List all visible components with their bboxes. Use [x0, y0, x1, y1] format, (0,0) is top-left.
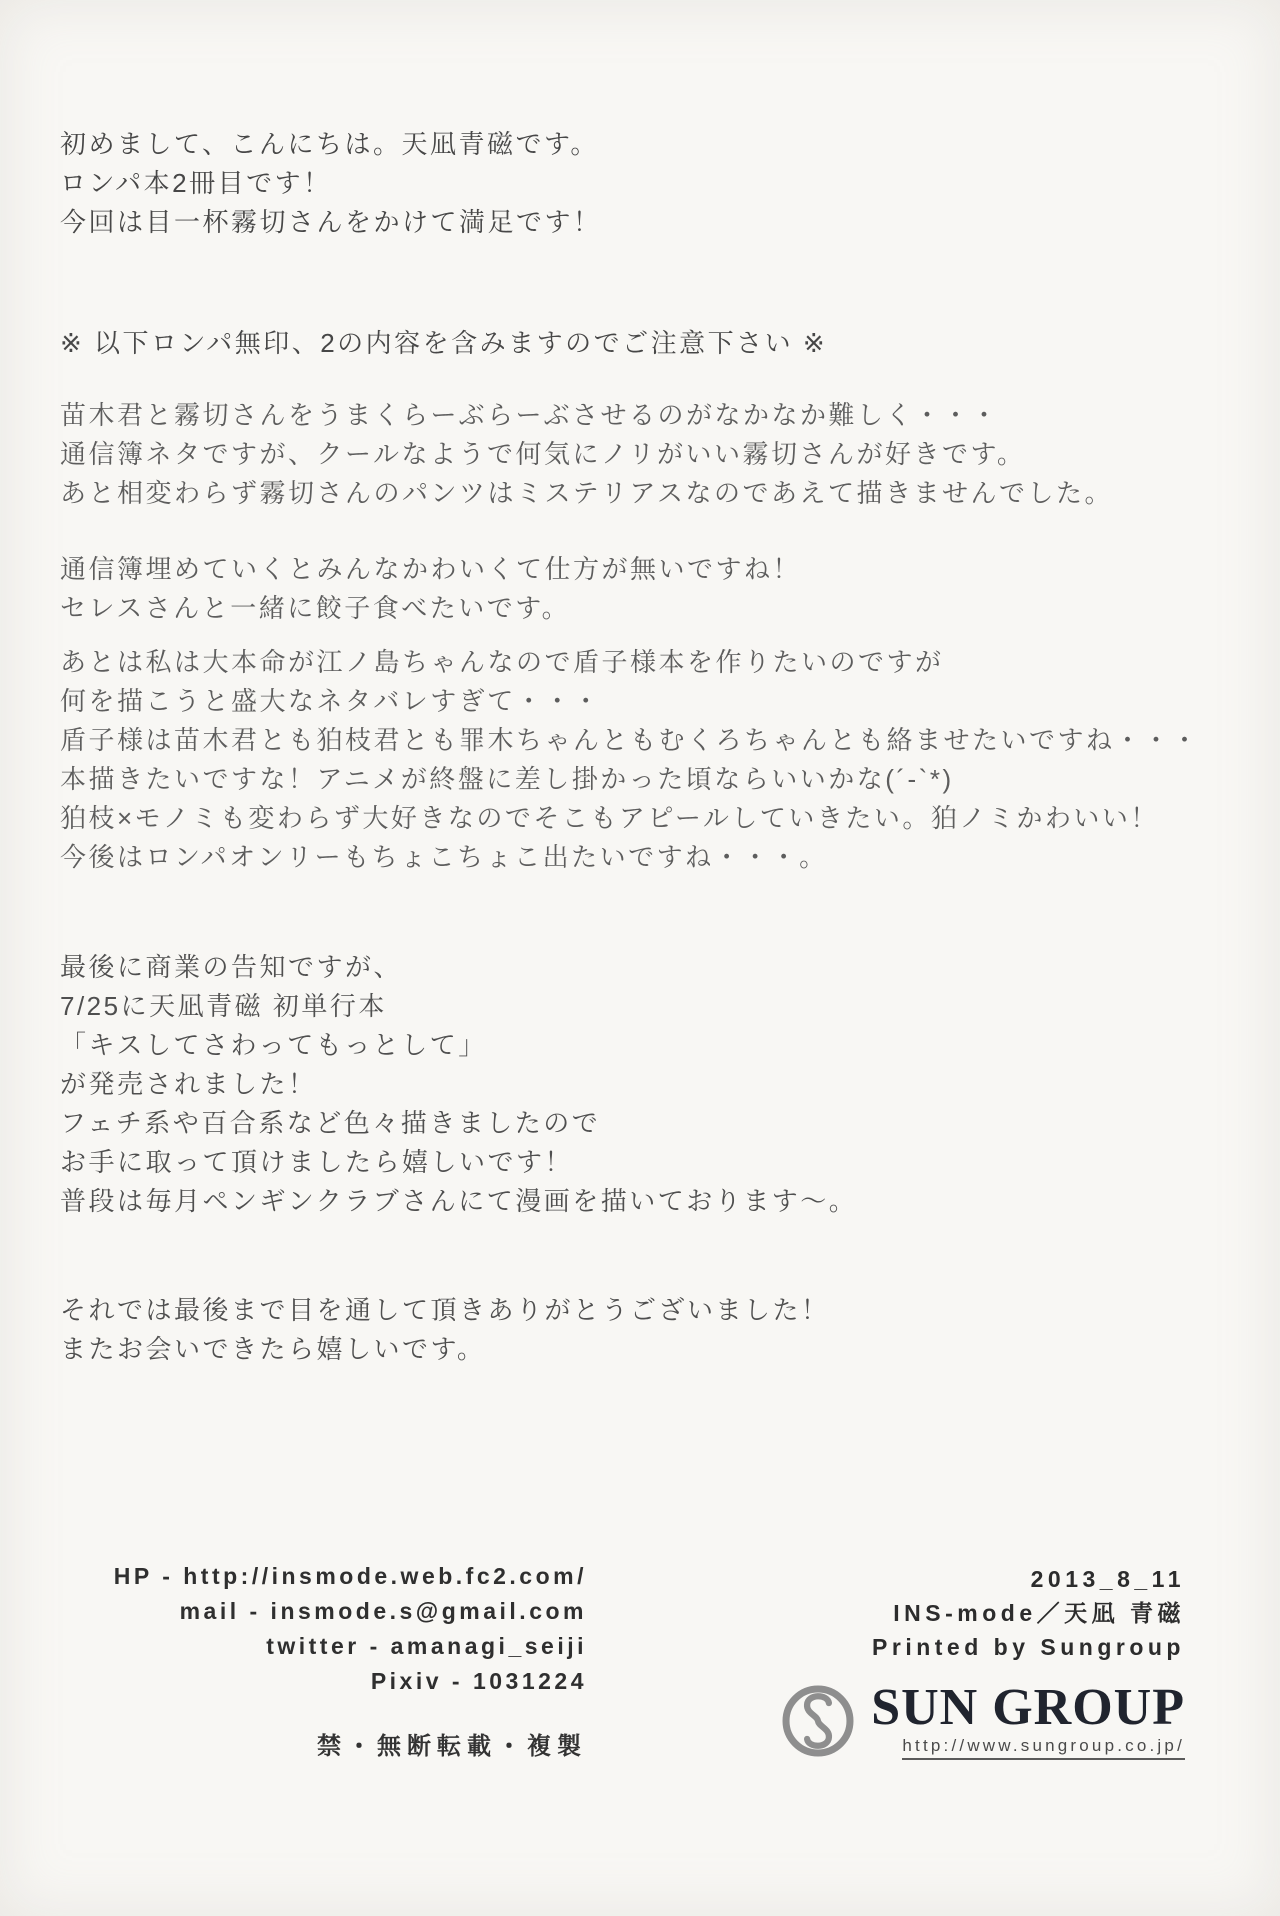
colophon-circle-author: INS-mode／天凪 青磁	[893, 1600, 1185, 1626]
text-line: 7/25に天凪青磁 初単行本	[60, 991, 387, 1021]
intro-paragraph	[60, 125, 602, 242]
text-line: 通信簿埋めていくとみんなかわいくて仕方が無いですね！	[60, 554, 802, 584]
colophon-printer: Printed by Sungroup	[872, 1634, 1185, 1660]
contact-line-pixiv: Pixiv - 1031224	[370, 1668, 587, 1694]
contact-block	[60, 1559, 587, 1699]
text-line: フェチ系や百合系など色々描きましたので	[60, 1108, 601, 1138]
text-line: それでは最後まで目を通して頂きありがとうございました！	[60, 1295, 830, 1325]
sungroup-url: http://www.sungroup.co.jp/	[902, 1736, 1185, 1760]
closing-paragraph	[60, 1291, 830, 1369]
text-line: ※ 以下ロンパ無印、2の内容を含みますのでご注意下さい ※	[60, 328, 828, 358]
contact-line-hp: HP - http://insmode.web.fc2.com/	[113, 1563, 587, 1589]
text-line: お手に取って頂けましたら嬉しいです！	[60, 1147, 574, 1177]
text-line: あと相変わらず霧切さんのパンツはミステリアスなのであえて描きませんでした。	[60, 478, 1113, 508]
sungroup-text	[871, 1679, 1185, 1760]
text-line: 本描きたいですな！アニメが終盤に差し掛かった頃ならいいかな(´-`*)	[60, 764, 954, 794]
text-line: 苗木君と霧切さんをうまくらーぶらーぶさせるのがなかなか難しく・・・	[60, 400, 1000, 430]
text-line: 今回は目一杯霧切さんをかけて満足です！	[60, 207, 602, 237]
text-line: 「キスしてさわってもっとして」	[60, 1030, 487, 1060]
text-line: またお会いできたら嬉しいです。	[60, 1334, 486, 1364]
report-card-paragraph	[60, 550, 801, 628]
text-line: 狛枝×モノミも変わらず大好きなのでそこもアピールしていきたい。狛ノミかわいい！	[60, 803, 1159, 833]
text-line: が発売されました！	[60, 1069, 317, 1099]
text-line: 普段は毎月ペンギンクラブさんにて漫画を描いております〜。	[60, 1186, 858, 1216]
text-line: あとは私は大本命が江ノ島ちゃんなので盾子様本を作りたいのですが	[60, 647, 944, 677]
sungroup-name: SUN GROUP	[871, 1679, 1185, 1736]
sungroup-s-circle-icon	[779, 1682, 857, 1760]
colophon-date: 2013_8_11	[1030, 1566, 1185, 1592]
text-line: 通信簿ネタですが、クールなようで何気にノリがいい霧切さんが好きです。	[60, 439, 1026, 469]
no-reproduction-notice: 禁・無断転載・複製	[317, 1733, 587, 1760]
spoiler-notice	[60, 324, 827, 363]
enoshima-paragraph	[60, 643, 1200, 877]
text-line: 最後に商業の告知ですが、	[60, 952, 403, 982]
sungroup-logo	[779, 1679, 1185, 1760]
announcement-paragraph	[60, 948, 857, 1221]
text-line: ロンパ本2冊目です！	[60, 168, 332, 198]
text-line: 何を描こうと盛大なネタバレすぎて・・・	[60, 686, 602, 716]
contact-line-mail: mail - insmode.s@gmail.com	[179, 1598, 587, 1624]
contact-line-twitter: twitter - amanagi_seiji	[266, 1633, 587, 1659]
text-line: 盾子様は苗木君とも狛枝君とも罪木ちゃんともむくろちゃんとも絡ませたいですね・・・	[60, 725, 1201, 755]
kirigiri-paragraph	[60, 396, 1113, 513]
text-line: 今後はロンパオンリーもちょこちょこ出たいですね・・・。	[60, 842, 828, 872]
text-line: セレスさんと一緒に餃子食べたいです。	[60, 593, 571, 623]
colophon-block	[872, 1562, 1185, 1664]
text-line: 初めまして、こんにちは。天凪青磁です。	[60, 129, 599, 159]
